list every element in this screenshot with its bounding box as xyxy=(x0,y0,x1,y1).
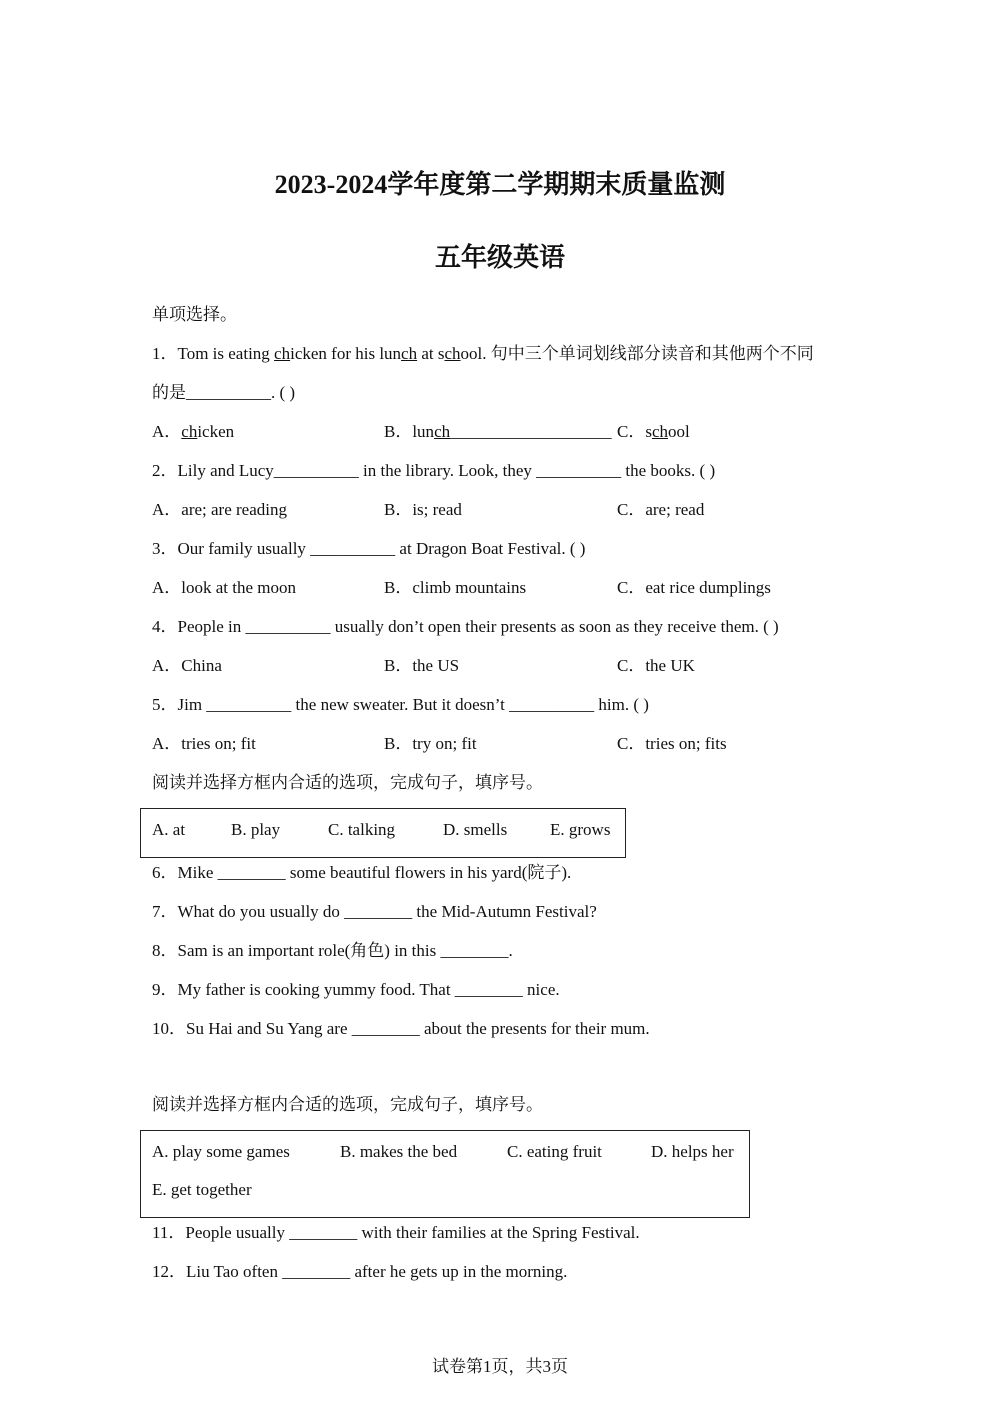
section-heading-word-box-2: 阅读并选择方框内合适的选项，完成句子，填序号。 xyxy=(152,1095,543,1114)
word-box-2-item-b: B. makes the bed xyxy=(340,1142,458,1161)
q5-option-b: B．try on; fit xyxy=(384,734,477,753)
question-11: 11．People usually ________ with their families at the Spring Festival. xyxy=(152,1223,640,1242)
q2-option-b: B．is; read xyxy=(384,500,462,519)
word-box-1-item-e: E. grows xyxy=(550,820,611,839)
question-3: 3．Our family usually __________ at Dragon Boat Festival. ( ) xyxy=(152,539,586,558)
word-box-1-item-b: B. play xyxy=(231,820,281,839)
question-5: 5．Jim __________ the new sweater. But it doesn’t __________ him. ( ) xyxy=(152,695,649,714)
question-6: 6．Mike ________ some beautiful flowers in his yard(院子). xyxy=(152,863,572,882)
word-box-2-item-e: E. get together xyxy=(152,1180,252,1199)
exam-title: 2023-2024学年度第二学期期末质量监测 xyxy=(274,170,726,199)
question-10: 10．Su Hai and Su Yang are ________ about the presents for their mum. xyxy=(152,1019,650,1038)
section-heading-word-box-1: 阅读并选择方框内合适的选项，完成句子，填序号。 xyxy=(152,773,543,792)
question-12: 12．Liu Tao often ________ after he gets up in the morning. xyxy=(152,1262,568,1281)
word-box-2-item-a: A. play some games xyxy=(152,1142,290,1161)
question-1: 1．Tom is eating chicken for his lunch at school. 句中三个单词划线部分读音和其他两个不同 xyxy=(152,344,814,363)
question-7: 7．What do you usually do ________ the Mid-Autumn Festival? xyxy=(152,902,597,921)
question-8: 8．Sam is an important role(角色) in this ________. xyxy=(152,941,513,960)
word-box-2 xyxy=(140,1130,750,1218)
word-box-1 xyxy=(140,808,626,858)
q4-option-c: C．the UK xyxy=(617,656,695,675)
q2-option-c: C．are; read xyxy=(617,500,705,519)
question-1-line-2: 的是__________. ( ) xyxy=(152,383,296,402)
word-box-1-item-c: C. talking xyxy=(328,820,396,839)
q3-option-c: C．eat rice dumplings xyxy=(617,578,771,597)
q4-option-a: A．China xyxy=(152,656,222,675)
q5-option-a: A．tries on; fit xyxy=(152,734,256,753)
word-box-2-item-d: D. helps her xyxy=(651,1142,734,1161)
word-box-2-item-c: C. eating fruit xyxy=(507,1142,602,1161)
q1-option-c: C．school xyxy=(617,422,690,441)
q1-option-b: B．lunch___________________ xyxy=(384,422,612,441)
exam-subtitle: 五年级英语 xyxy=(434,243,565,272)
q5-option-c: C．tries on; fits xyxy=(617,734,727,753)
question-2: 2．Lily and Lucy__________ in the library. Look, they __________ the books. ( ) xyxy=(152,461,716,480)
q3-option-b: B．climb mountains xyxy=(384,578,527,597)
q4-option-b: B．the US xyxy=(384,656,460,675)
section-heading-single-choice: 单项选择。 xyxy=(152,305,237,324)
question-9: 9．My father is cooking yummy food. That ________ nice. xyxy=(152,980,560,999)
word-box-1-item-d: D. smells xyxy=(443,820,508,839)
q2-option-a: A．are; are reading xyxy=(152,500,287,519)
question-4: 4．People in __________ usually don’t open their presents as soon as they receive them. ( ) xyxy=(152,617,779,636)
q1-option-a: A．chicken xyxy=(152,422,235,441)
page-footer: 试卷第1页，共3页 xyxy=(432,1357,568,1376)
q3-option-a: A．look at the moon xyxy=(152,578,297,597)
word-box-1-item-a: A. at xyxy=(152,820,186,839)
